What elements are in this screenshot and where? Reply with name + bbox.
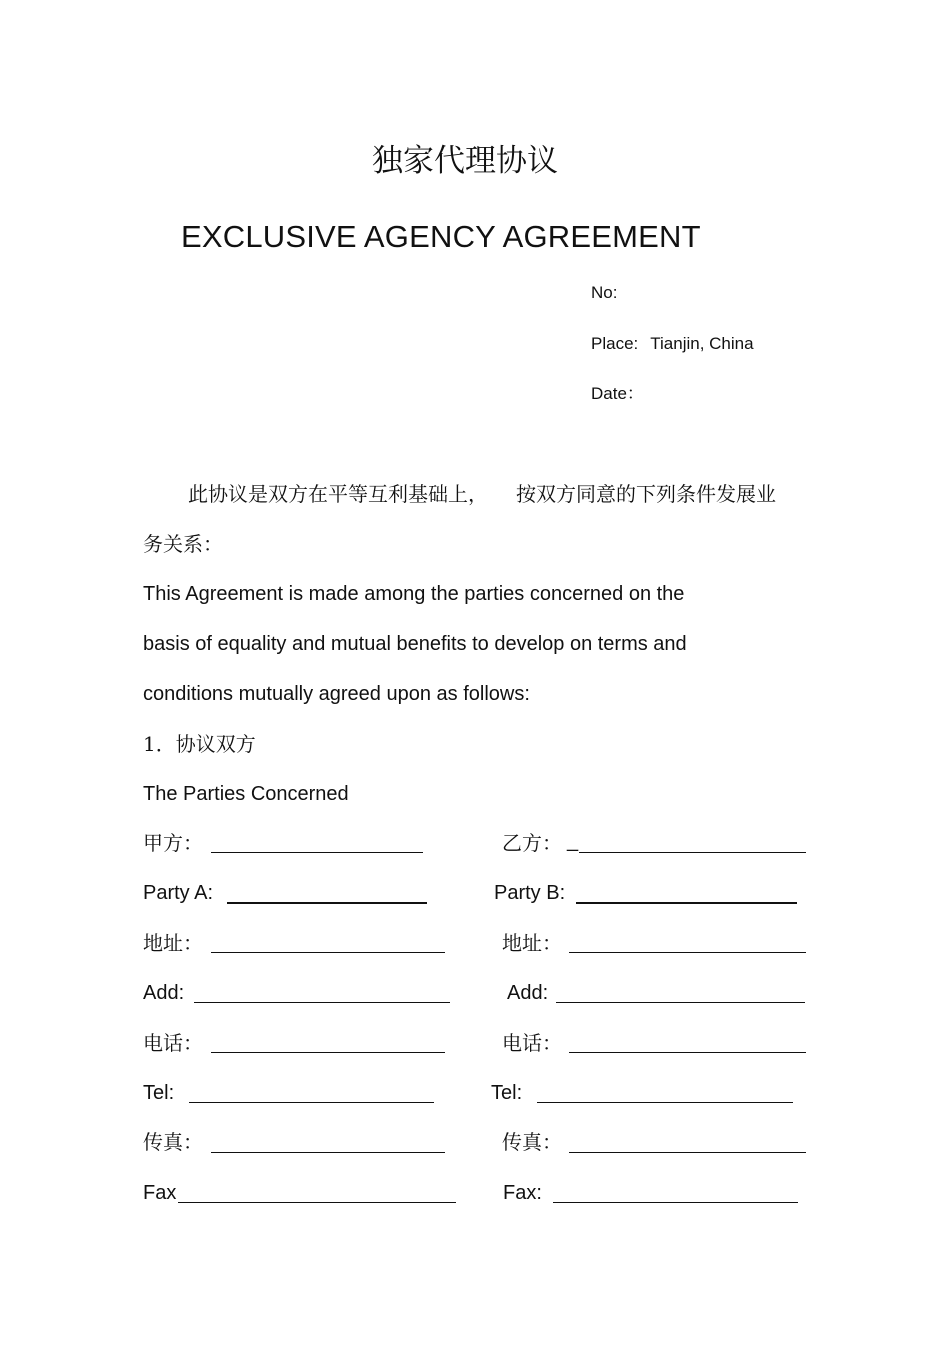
address-cn-left-label: 地址： (143, 931, 203, 955)
title-chinese: 独家代理协议 (372, 143, 558, 179)
party-b-cn-label: 乙方： (502, 831, 562, 855)
tel-en-left-field[interactable] (189, 1102, 434, 1103)
address-cn-right-label: 地址： (502, 931, 562, 955)
tel-en-right-field[interactable] (537, 1102, 793, 1103)
meta-no (591, 282, 617, 304)
tel-cn-left-label: 电话： (143, 1031, 203, 1055)
add-en-right-label: Add: (507, 982, 549, 1004)
fax-en-right-field[interactable] (553, 1202, 798, 1203)
meta-date (591, 383, 644, 405)
party-a-en-field[interactable] (227, 902, 427, 904)
date-label: Date： (591, 384, 644, 403)
intro-en-line2: basis of equality and mutual benefits to develop on terms and (143, 633, 687, 655)
place-value: Tianjin, China (650, 334, 754, 353)
intro-cn-line1a: 此协议是双方在平等互利基础上， (188, 482, 488, 506)
intro-cn-line2: 务关系： (143, 532, 223, 556)
intro-en-line1: This Agreement is made among the parties concerned on the (143, 583, 685, 605)
add-en-left-label: Add: (143, 982, 185, 1004)
party-b-cn-mark: _ (567, 830, 579, 852)
tel-en-left-label: Tel: (143, 1082, 175, 1104)
title-english: EXCLUSIVE AGENCY AGREEMENT (181, 219, 701, 254)
party-a-cn-field[interactable] (211, 852, 423, 853)
fax-cn-left-label: 传真： (143, 1130, 203, 1154)
fax-en-left-field[interactable] (178, 1202, 456, 1203)
intro-cn-line1b: 按双方同意的下列条件发展业 (516, 482, 776, 506)
fax-en-right-label: Fax: (503, 1182, 542, 1204)
tel-cn-right-label: 电话： (502, 1031, 562, 1055)
add-en-right-field[interactable] (556, 1002, 805, 1003)
tel-en-right-label: Tel: (491, 1082, 523, 1104)
fax-cn-right-field[interactable] (569, 1152, 806, 1153)
intro-en-line3: conditions mutually agreed upon as follows: (143, 683, 530, 705)
party-b-en-field[interactable] (576, 902, 797, 904)
meta-place (591, 333, 754, 355)
party-a-en-label: Party A: (143, 882, 214, 904)
fax-cn-right-label: 传真： (502, 1130, 562, 1154)
party-a-cn-label: 甲方： (143, 831, 203, 855)
section1-heading-cn: 1．协议双方 (143, 732, 256, 756)
party-b-cn-field[interactable] (579, 852, 806, 853)
fax-cn-left-field[interactable] (211, 1152, 445, 1153)
address-cn-right-field[interactable] (569, 952, 806, 953)
no-label: No: (591, 283, 618, 302)
party-b-en-label: Party B: (494, 882, 566, 904)
fax-en-left-label: Fax (143, 1182, 177, 1204)
add-en-left-field[interactable] (194, 1002, 450, 1003)
section1-heading-en: The Parties Concerned (143, 783, 349, 805)
place-label: Place: (591, 334, 639, 353)
tel-cn-left-field[interactable] (211, 1052, 445, 1053)
tel-cn-right-field[interactable] (569, 1052, 806, 1053)
address-cn-left-field[interactable] (211, 952, 445, 953)
